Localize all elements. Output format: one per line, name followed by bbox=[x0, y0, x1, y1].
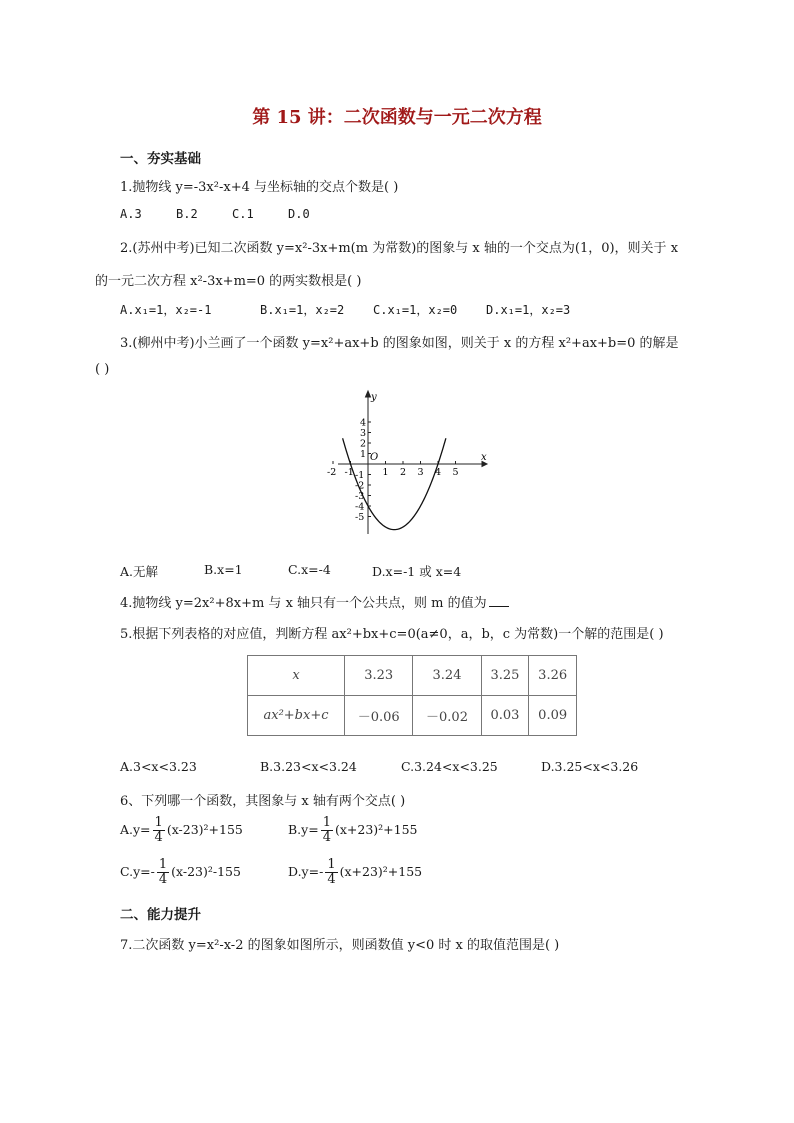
y-tick-label: 3 bbox=[360, 428, 367, 439]
parabola-graph bbox=[327, 388, 490, 538]
x-tick-label: 5 bbox=[452, 467, 459, 478]
q3-option-c: C.x=-4 bbox=[288, 562, 331, 577]
fraction bbox=[325, 858, 337, 887]
q5-option-d: D.3.25<x<3.26 bbox=[541, 759, 639, 774]
page-title: 第 15 讲：二次函数与一元二次方程 bbox=[252, 107, 542, 128]
table-cell: 3.26 bbox=[529, 656, 577, 696]
fraction-numerator: 1 bbox=[322, 815, 331, 830]
q6-option-d bbox=[288, 858, 422, 887]
q3-option-d: D.x=-1 或 x=4 bbox=[372, 564, 462, 579]
fraction-numerator: 1 bbox=[158, 857, 168, 872]
fraction-denominator: 4 bbox=[154, 830, 163, 845]
section-heading-basics: 一、夯实基础 bbox=[120, 151, 201, 167]
question-7-stem: 7.二次函数 y=x²-x-2 的图象如图所示，则函数值 y<0 时 x 的取值范围是( ) bbox=[120, 938, 560, 953]
y-axis-label: y bbox=[371, 392, 377, 403]
table-row-expression bbox=[248, 696, 577, 736]
option-prefix: B.y= bbox=[288, 822, 319, 837]
y-axis-arrow bbox=[366, 391, 371, 397]
q6-option-a bbox=[120, 816, 243, 845]
table-cell: 3.25 bbox=[481, 656, 529, 696]
option-prefix: C.y= bbox=[120, 864, 151, 879]
q1-option-b: B.2 bbox=[176, 207, 198, 221]
x-tick-label: 4 bbox=[435, 467, 442, 478]
question-2-line-1: 2.(苏州中考)已知二次函数 y=x²-3x+m(m 为常数)的图象与 x 轴的一个交点为(1，0)，则关于 x bbox=[120, 241, 679, 256]
y-tick-label: -3 bbox=[355, 491, 365, 502]
values-table bbox=[247, 655, 577, 736]
question-3-line-1: 3.(柳州中考)小兰画了一个函数 y=x²+ax+b 的图象如图，则关于 x 的方程 x²+ax+b=0 的解是 bbox=[120, 336, 679, 351]
fraction bbox=[157, 858, 169, 887]
q6-option-b bbox=[288, 816, 418, 845]
q5-option-b: B.3.23<x<3.24 bbox=[260, 759, 357, 774]
fraction-denominator: 4 bbox=[322, 830, 331, 845]
question-1-stem: 1.抛物线 y=-3x²-x+4 与坐标轴的交点个数是( ) bbox=[120, 180, 399, 195]
x-tick-label: -1 bbox=[344, 467, 354, 478]
fraction bbox=[321, 816, 333, 845]
option-expression: (x+23)²+155 bbox=[334, 822, 418, 837]
y-tick-label: -4 bbox=[355, 501, 365, 513]
table-header-expression: ax²+bx+c bbox=[248, 696, 345, 736]
y-tick-label: -5 bbox=[355, 512, 365, 523]
y-tick-label: 4 bbox=[360, 417, 367, 429]
section-heading-advanced: 二、能力提升 bbox=[120, 907, 201, 923]
fraction-denominator: 4 bbox=[327, 872, 336, 887]
q1-option-d: D.0 bbox=[288, 207, 310, 221]
question-6-stem: 6、下列哪一个函数，其图象与 x 轴有两个交点( ) bbox=[120, 794, 406, 809]
table-header-x: x bbox=[248, 656, 345, 696]
table-cell: 0.03 bbox=[481, 696, 529, 736]
q5-option-a: A.3<x<3.23 bbox=[120, 759, 197, 774]
option-expression: (x-23)²-155 bbox=[171, 864, 241, 879]
x-tick-label: 3 bbox=[417, 467, 424, 478]
x-tick-label: 2 bbox=[400, 467, 407, 478]
table-cell: 3.24 bbox=[413, 656, 481, 696]
option-expression: (x+23)²+155 bbox=[339, 864, 423, 879]
q1-option-c: C.1 bbox=[232, 207, 254, 221]
table-cell: －0.02 bbox=[413, 696, 481, 736]
option-sign: - bbox=[150, 864, 155, 879]
fraction-numerator: 1 bbox=[327, 857, 336, 872]
option-prefix: D.y= bbox=[288, 864, 320, 879]
question-5-stem: 5.根据下列表格的对应值，判断方程 ax²+bx+c=0(a≠0，a，b，c 为常数)一个解的范围是( ) bbox=[120, 627, 664, 642]
fraction-denominator: 4 bbox=[158, 872, 168, 887]
question-4-text: 4.抛物线 y=2x²+8x+m 与 x 轴只有一个公共点，则 m 的值为 bbox=[120, 596, 487, 611]
question-2-line-2: 的一元二次方程 x²-3x+m=0 的两实数根是( ) bbox=[95, 274, 362, 289]
q3-option-a: A.无解 bbox=[120, 564, 159, 579]
fraction bbox=[153, 816, 165, 845]
fraction-numerator: 1 bbox=[154, 815, 163, 830]
x-tick-label: 1 bbox=[382, 467, 389, 478]
x-axis-label: x bbox=[481, 452, 487, 463]
origin-label: O bbox=[370, 452, 379, 463]
table-cell: 3.23 bbox=[345, 656, 413, 696]
q2-option-d: D.x₁=1，x₂=3 bbox=[486, 303, 571, 317]
answer-blank bbox=[489, 595, 509, 607]
q6-option-c bbox=[120, 858, 241, 887]
y-tick-label: -1 bbox=[355, 470, 365, 481]
y-tick-label: 1 bbox=[360, 449, 367, 460]
q2-option-a: A.x₁=1，x₂=-1 bbox=[120, 303, 212, 317]
q2-option-c: C.x₁=1，x₂=0 bbox=[373, 303, 458, 317]
question-3-line-2: ( ) bbox=[95, 362, 110, 377]
q3-option-b: B.x=1 bbox=[204, 562, 243, 577]
q5-option-c: C.3.24<x<3.25 bbox=[401, 759, 498, 774]
table-cell: －0.06 bbox=[345, 696, 413, 736]
x-tick-label: -2 bbox=[327, 467, 337, 478]
question-4-stem bbox=[120, 592, 509, 611]
y-tick-label: -2 bbox=[355, 480, 365, 492]
y-tick-label: 2 bbox=[360, 438, 367, 450]
option-expression: (x-23)²+155 bbox=[166, 822, 243, 837]
table-cell: 0.09 bbox=[529, 696, 577, 736]
q1-option-a: A.3 bbox=[120, 207, 142, 221]
q2-option-b: B.x₁=1，x₂=2 bbox=[260, 303, 345, 317]
option-prefix: A.y= bbox=[120, 822, 151, 837]
table-row-x bbox=[248, 656, 577, 696]
option-sign: - bbox=[319, 864, 324, 879]
